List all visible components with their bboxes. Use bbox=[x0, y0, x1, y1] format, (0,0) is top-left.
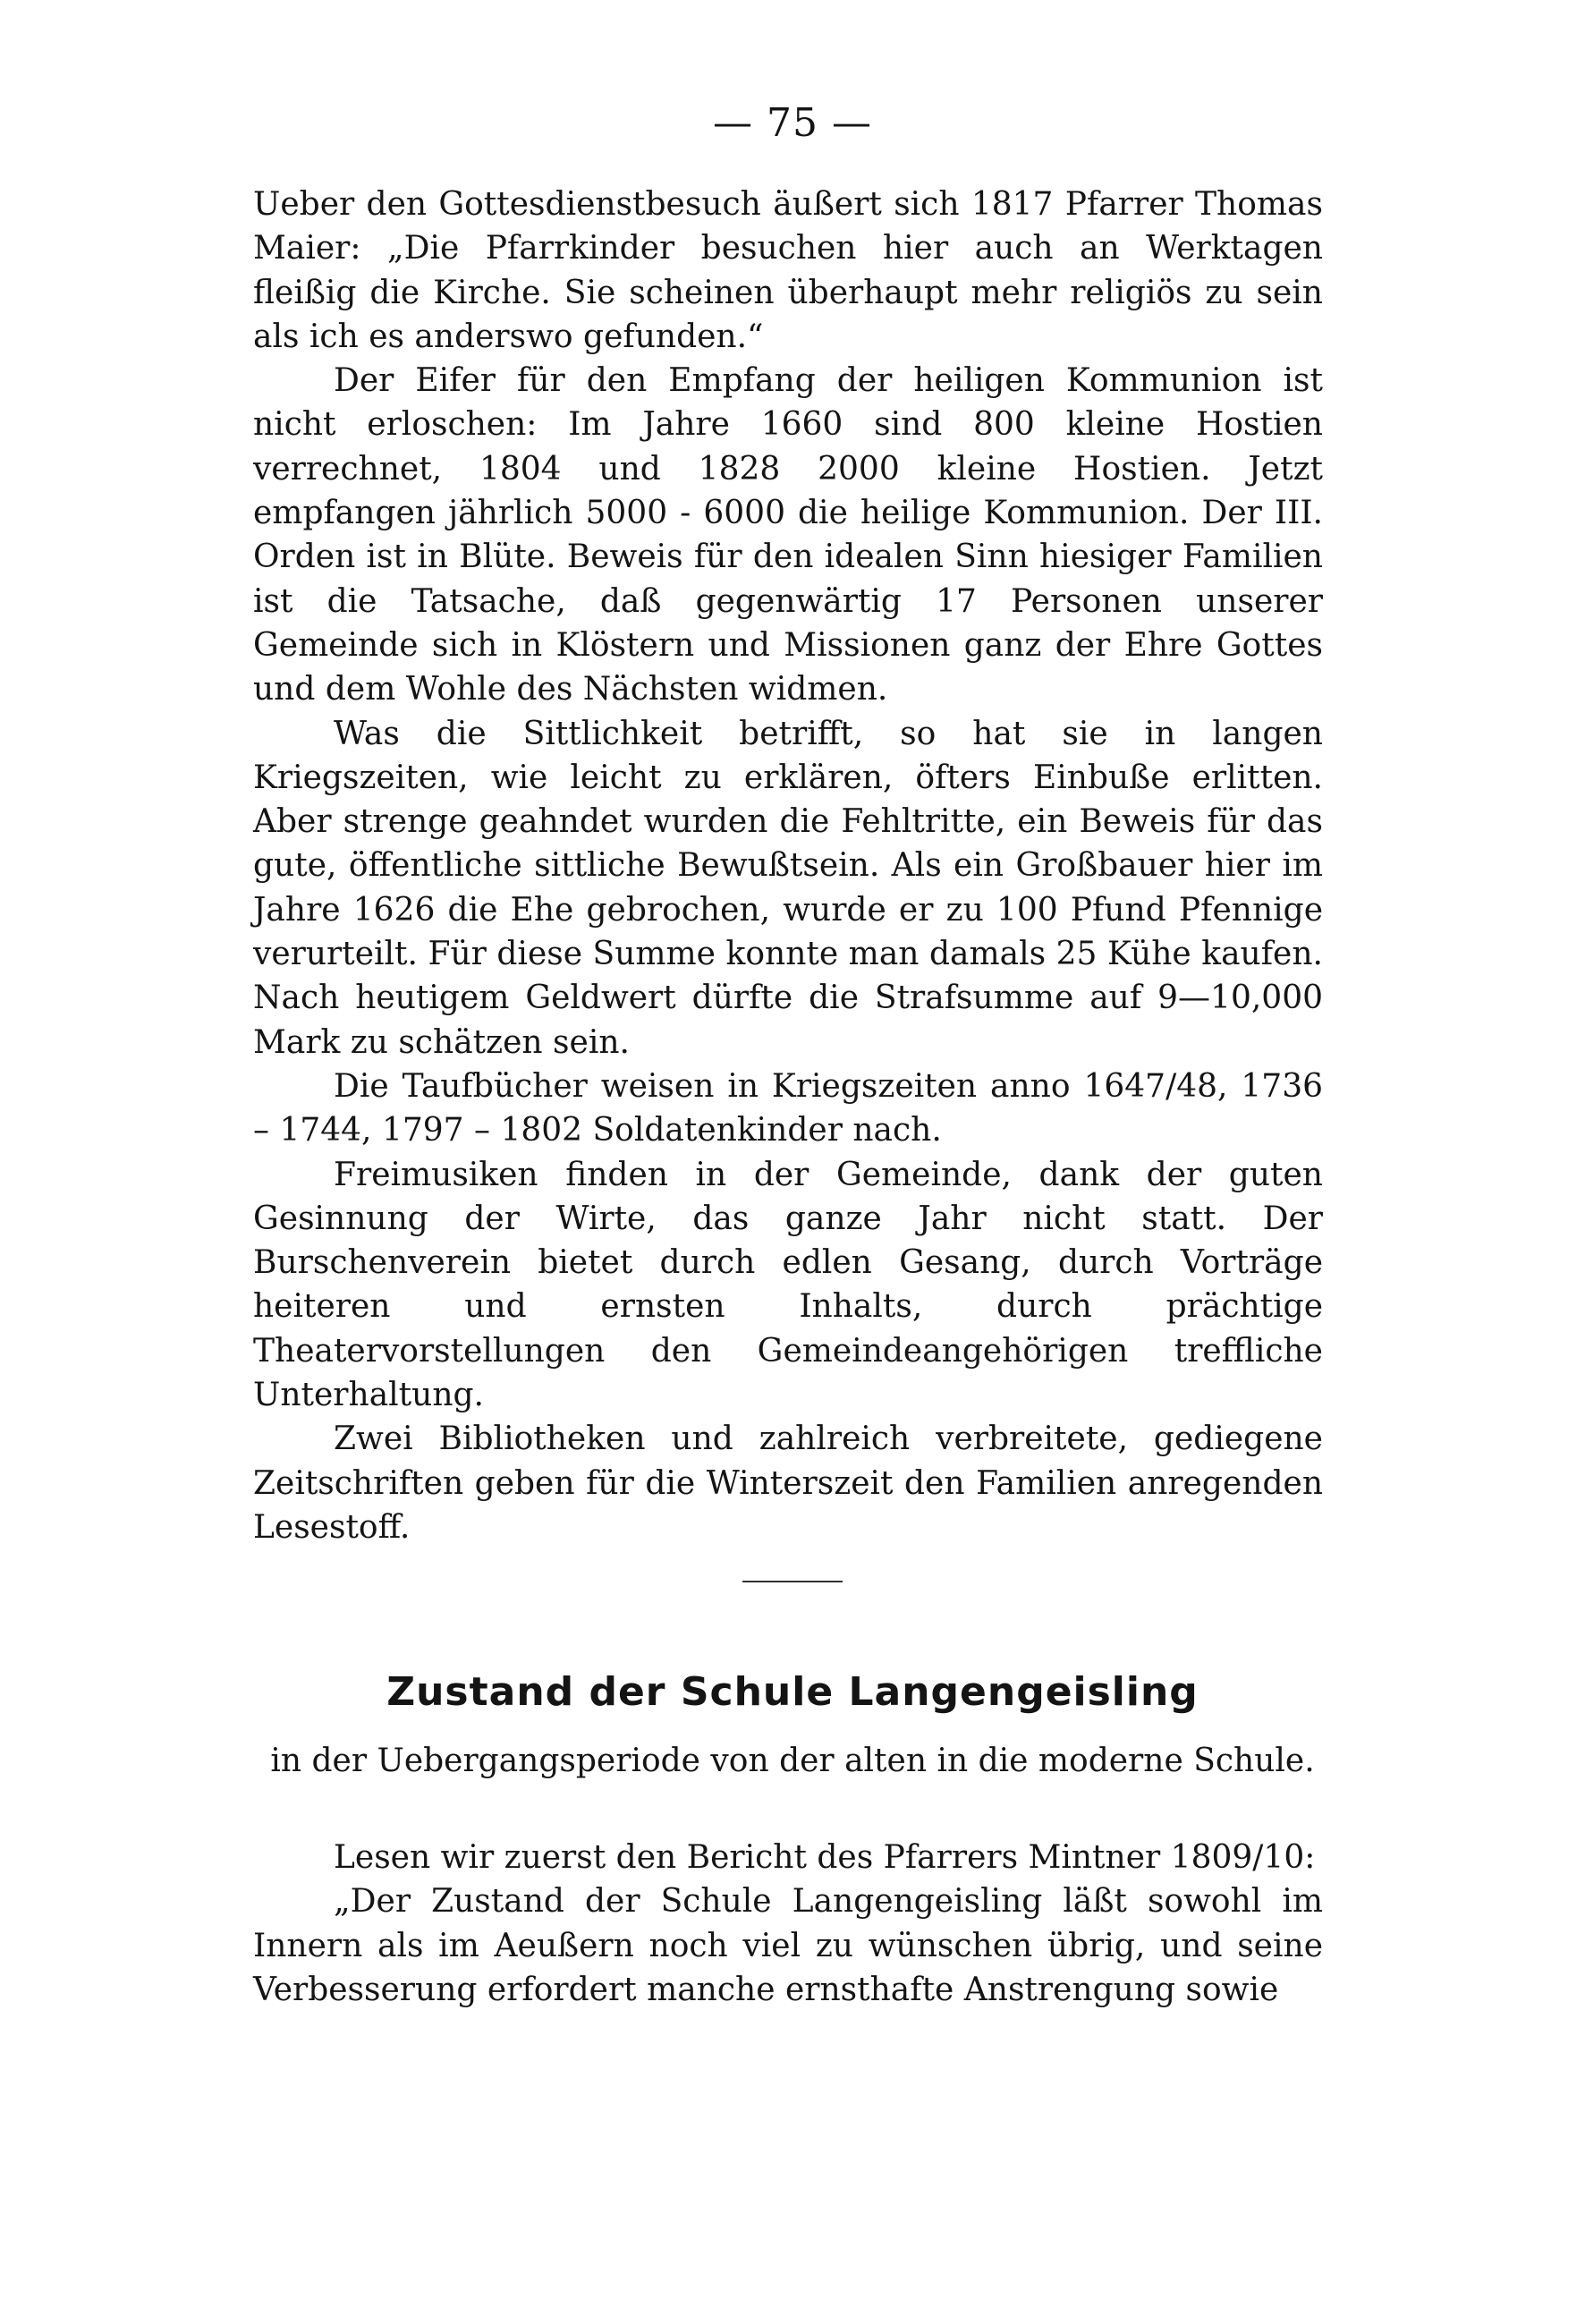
paragraph-communion: Der Eifer für den Empfang der heiligen Kommunion ist nicht erloschen: Im Jahre 1660 sind 800 kleine Hostien verrechnet, 1804 und 1828 2000 kleine Hostien. Jetzt empfangen jährlich 5000 - 6000 die heilige Kommunion. Der III. Orden ist in Blüte. Beweis für den idealen Sinn hiesiger Familien ist die Tatsache, daß gegenwärtig 17 Personen unserer Gemeinde sich in Klöstern und Missionen ganz der Ehre Gottes und dem Wohle des Nächsten widmen. bbox=[253, 362, 1323, 708]
section-title: Zustand der Schule Langengeisling bbox=[386, 1669, 1199, 1715]
paragraph-music-society: Freimusiken finden in der Gemeinde, dank der guten Gesinnung der Wirte, das ganze Jahr nicht statt. Der Burschenverein bietet durch edlen Gesang, durch Vorträge heiteren und ernsten Inhalts, durch prächtige Theatervorstellungen den Gemeindeangehörigen treffliche Unterhaltung. bbox=[253, 1156, 1323, 1414]
paragraph-morality: Was die Sittlichkeit betrifft, so hat sie in langen Kriegszeiten, wie leicht zu erklären, öfters Einbuße erlitten. Aber strenge geahndet wurden die Fehltritte, ein Beweis für das gute, öffentliche sittliche Bewußtsein. Als ein Großbauer hier im Jahre 1626 die Ehe gebrochen, wurde er zu 100 Pfund Pfennige verurteilt. Für diese Summe konnte man damals 25 Kühe kaufen. Nach heutigem Geldwert dürfte die Strafsumme auf 9—10,000 Mark zu schätzen sein. bbox=[253, 715, 1323, 1061]
paragraph-worship: Ueber den Gottesdienstbesuch äußert sich 1817 Pfarrer Thomas Maier: „Die Pfarrkinder besuchen hier auch an Werktagen fleißig die Kirche. Sie scheinen überhaupt mehr religiös zu sein als ich es anderswo gefunden.“ bbox=[253, 186, 1323, 355]
body-text bbox=[253, 182, 1323, 1549]
paragraph-baptism-books: Die Taufbücher weisen in Kriegszeiten anno 1647/48, 1736 – 1744, 1797 – 1802 Soldatenkinder nach. bbox=[253, 1067, 1323, 1149]
section-subtitle: in der Uebergangsperiode von der alten in die moderne Schule. bbox=[270, 1743, 1315, 1779]
paragraph-report-intro: Lesen wir zuerst den Bericht des Pfarrers Mintner 1809/10: bbox=[334, 1839, 1316, 1876]
page-number: — 75 — bbox=[713, 100, 872, 146]
section-body-text bbox=[253, 1836, 1323, 2012]
section-divider bbox=[742, 1581, 843, 1582]
paragraph-report-quote: „Der Zustand der Schule Langengeisling läßt sowohl im Innern als im Aeußern noch viel zu wünschen übrig, und seine Verbesserung erfordert manche ernsthafte Anstrengung sowie bbox=[253, 1883, 1323, 2008]
paragraph-libraries: Zwei Bibliotheken und zahlreich verbreitete, gediegene Zeitschriften geben für die Winterszeit den Familien anregenden Lesestoff. bbox=[253, 1421, 1323, 1546]
